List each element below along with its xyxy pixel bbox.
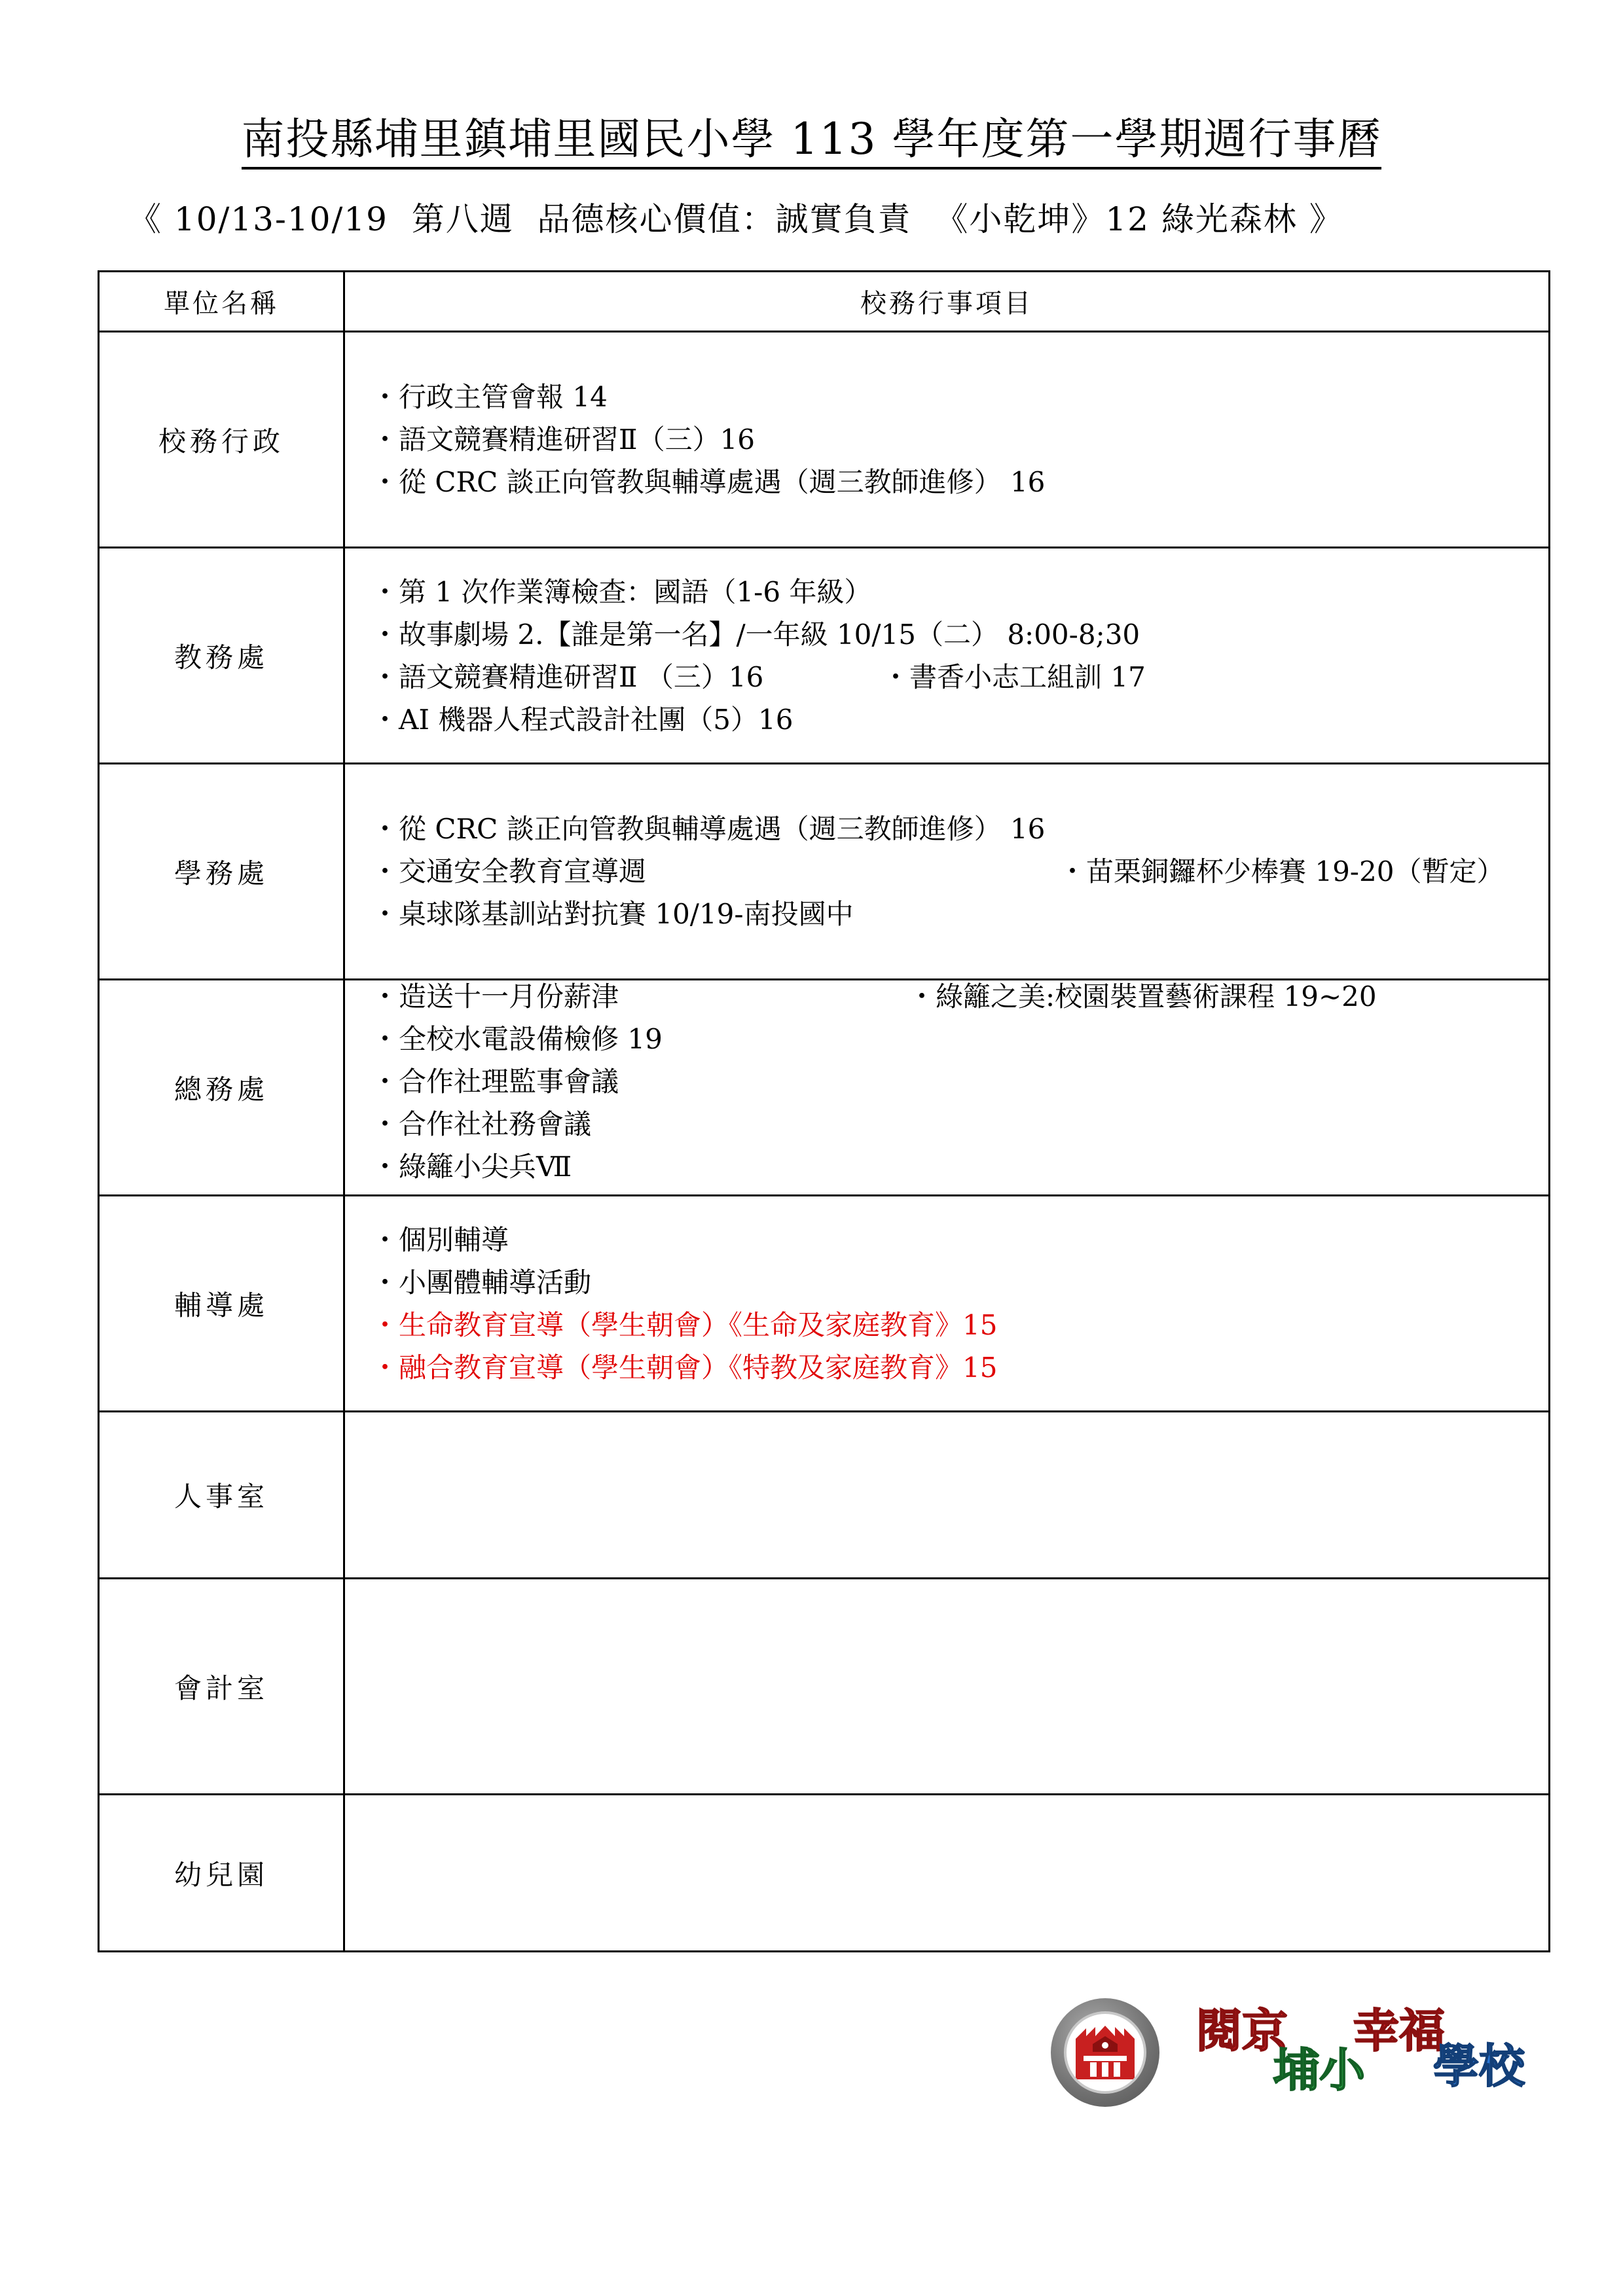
list-item [371,656,1548,698]
list-item [371,418,1548,461]
column-header-items: 校務行事項目 [344,272,1550,332]
item-text: 小團體輔導活動 [399,1266,592,1299]
item-text: 語文競賽精進研習Ⅱ （三）16 [399,660,764,693]
item-text: 故事劇場 2.【誰是第一名】/一年級 10/15（二） 8:00-8;30 [399,618,1140,651]
bullet: ・ [371,575,399,608]
column-header-unit: 單位名稱 [99,272,344,332]
items-cell [344,332,1550,548]
slogan-part-3: 幸福 [1353,2004,1445,2058]
list-item [371,461,1548,503]
item-text: 桌球隊基訓站對抗賽 10/19-南投國中 [399,898,854,930]
items-cell [344,1412,1550,1579]
table-row [99,1795,1550,1952]
slogan-part-2: 埔小 [1273,2043,1365,2097]
item-text: 合作社理監事會議 [399,1066,619,1098]
table-row [99,1196,1550,1412]
table-row [99,548,1550,764]
bullet: ・ [1059,855,1087,888]
list-item [371,893,1548,935]
unit-name-cell: 幼兒園 [99,1795,344,1952]
bullet: ・ [371,703,399,736]
list-item [371,613,1548,656]
list-item [371,1219,1548,1261]
school-logo [1051,1993,1535,2111]
bullet: ・ [371,980,399,1013]
unit-name-cell: 校務行政 [99,332,344,548]
list-item [371,1304,1548,1346]
list-item [371,850,1548,893]
item-text: 從 CRC 談正向管教與輔導處遇（週三教師進修） 16 [399,813,1046,845]
list-item [371,698,1548,741]
bullet: ・ [371,855,399,888]
page-title [0,110,1623,169]
week-subtitle: 《 10/13-10/19 第八週 品德核心價值：誠實負責 《小乾坤》12 綠光森林 》 [128,200,1343,238]
unit-name-cell: 教務處 [99,548,344,764]
bullet: ・ [371,898,399,930]
bullet: ・ [908,980,936,1013]
bullet: ・ [371,381,399,413]
page-title-text: 南投縣埔里鎮埔里國民小學 113 學年度第一學期週行事曆 [242,114,1382,170]
bullet: ・ [371,1308,399,1341]
unit-name-cell: 會計室 [99,1579,344,1795]
bullet: ・ [882,660,910,693]
weekly-calendar-table [98,270,1550,1952]
item-text: 苗栗銅鑼杯少棒賽 19-20（暫定） [1086,855,1504,888]
list-item [371,376,1548,418]
item-text: 從 CRC 談正向管教與輔導處遇（週三教師進修） 16 [399,466,1046,498]
items-cell [344,764,1550,980]
list-item [371,1060,1548,1103]
bullet: ・ [371,1066,399,1098]
items-cell [344,548,1550,764]
list-item [371,571,1548,613]
unit-name-cell: 輔導處 [99,1196,344,1412]
table-row [99,1579,1550,1795]
list-item [371,1018,1548,1060]
item-text: 語文競賽精進研習Ⅱ（三）16 [399,423,756,456]
item-text: 全校水電設備檢修 19 [399,1023,663,1055]
items-cell [344,980,1550,1196]
list-item [371,1261,1548,1304]
item-text: 第 1 次作業簿檢查：國語（1-6 年級） [399,575,872,608]
table-row [99,332,1550,548]
bullet: ・ [371,1266,399,1299]
unit-name-cell: 人事室 [99,1412,344,1579]
table-row [99,980,1550,1196]
list-item [371,1145,1548,1188]
item-text: 造送十一月份薪津 [399,980,619,1013]
list-item [371,1346,1548,1389]
bullet: ・ [371,1023,399,1055]
list-item [371,975,1548,1018]
bullet: ・ [371,1108,399,1140]
item-text: AI 機器人程式設計社團（5）16 [399,703,793,736]
slogan-part-4: 學校 [1433,2039,1525,2093]
bullet: ・ [371,660,399,693]
table-header-row [99,272,1550,332]
item-text: 書香小志工組訓 17 [909,660,1146,693]
items-cell [344,1196,1550,1412]
item-text: 融合教育宣導（學生朝會）《特教及家庭教育》15 [399,1351,998,1384]
bullet: ・ [371,423,399,456]
item-text: 行政主管會報 14 [399,381,608,413]
unit-name-cell: 總務處 [99,980,344,1196]
items-cell [344,1579,1550,1795]
bullet: ・ [371,1351,399,1384]
table-row [99,764,1550,980]
bullet: ・ [371,1223,399,1256]
school-slogan [1051,1993,1535,2111]
list-item [371,808,1548,850]
bullet: ・ [371,1151,399,1183]
items-cell [344,1795,1550,1952]
bullet: ・ [371,618,399,651]
item-text: 交通安全教育宣導週 [399,855,647,888]
bullet: ・ [371,813,399,845]
unit-name-cell: 學務處 [99,764,344,980]
item-text: 綠籬之美:校園裝置藝術課程 19~20 [936,980,1377,1013]
slogan-part-1: 閱京 [1196,2004,1288,2058]
item-text: 個別輔導 [399,1223,509,1256]
list-item [371,1103,1548,1145]
item-text: 綠籬小尖兵Ⅶ [399,1151,572,1183]
table-row [99,1412,1550,1579]
item-text: 生命教育宣導（學生朝會）《生命及家庭教育》15 [399,1308,998,1341]
bullet: ・ [371,466,399,498]
item-text: 合作社社務會議 [399,1108,592,1140]
